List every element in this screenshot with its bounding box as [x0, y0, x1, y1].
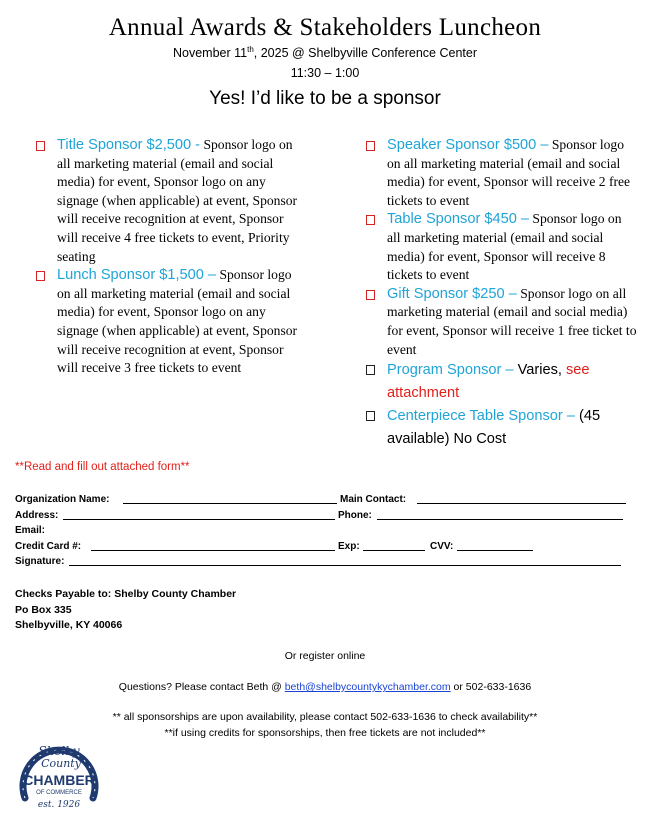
city-state-zip: Shelbyville, KY 40066	[15, 619, 123, 631]
cvv-label: CVV:	[430, 540, 454, 552]
email-label: Email:	[15, 525, 46, 536]
credits-note: **if using credits for sponsorships, then free tickets are not included**	[164, 727, 486, 739]
sponsor-name: Title Sponsor $2,500 -	[57, 137, 201, 153]
form-row-email	[15, 525, 630, 541]
form-row-signature	[15, 556, 630, 572]
exp-label: Exp:	[338, 540, 360, 552]
contact-email-link[interactable]: beth@shelbycountykychamber.com	[284, 681, 451, 693]
sponsor-text	[57, 136, 298, 266]
organization-name-field[interactable]	[123, 494, 337, 504]
event-title: Annual Awards & Stakeholders Luncheon	[108, 14, 542, 41]
checks-payable: Checks Payable to: Shelby County Chamber	[15, 588, 237, 600]
sponsor-description: Sponsor logo on all marketing material (email and social media) for event, Sponsor will receive 1 free ticket to event	[387, 285, 637, 357]
sponsor-option-lunch	[36, 266, 298, 378]
logo-line-chamber: CHAMBER	[23, 772, 95, 788]
phone-label: Phone:	[338, 509, 372, 521]
signature-field[interactable]	[69, 556, 621, 566]
form-row-address	[15, 510, 630, 526]
sponsor-description: Sponsor logo on all marketing material (email and social media) for event, Sponsor logo on any signage (when applicable) at event, Sponsor will receive recognition at event, Sponsor will receive 4 free tickets to event, Priority seating	[57, 137, 298, 264]
sponsor-text	[387, 359, 638, 405]
form-note: **Read and fill out attached form**	[15, 461, 190, 473]
chamber-logo	[11, 728, 107, 830]
checkbox-speaker-sponsor[interactable]	[366, 141, 375, 151]
logo-line-county: County	[41, 757, 81, 770]
contact-prefix: Questions? Please contact Beth @	[118, 681, 285, 693]
form-row-organization	[15, 494, 630, 510]
credit-card-field[interactable]	[91, 541, 335, 551]
sponsor-name: Gift Sponsor $250 –	[387, 285, 517, 302]
sponsor-name: Table Sponsor $450 –	[387, 211, 529, 228]
sponsor-description: Varies,	[513, 362, 566, 379]
sponsor-option-title	[36, 136, 298, 266]
availability-note: ** all sponsorships are upon availability, please contact 502-633-1636 to check availability**	[112, 711, 538, 723]
sponsor-name: Program Sponsor –	[387, 362, 514, 379]
see-attachment-text: see attachment	[387, 362, 590, 402]
po-box: Po Box 335	[15, 603, 72, 616]
date-rest: , 2025 @ Shelbyville Conference Center	[253, 46, 477, 60]
sponsor-text	[387, 285, 638, 359]
checkbox-lunch-sponsor[interactable]	[36, 271, 45, 281]
logo-line-shelby: Shelby	[38, 744, 80, 758]
sponsor-description: (45 available) No Cost	[387, 408, 601, 448]
sponsor-description: Sponsor logo on all marketing material (email and social media) for event, Sponsor will receive 2 free tickets to event	[387, 137, 631, 208]
cvv-field[interactable]	[457, 541, 533, 551]
sponsor-text	[387, 136, 638, 210]
sponsor-text	[57, 266, 298, 378]
logo-line-est: est. 1926	[37, 800, 81, 810]
register-online: Or register online	[284, 650, 366, 662]
checkbox-gift-sponsor[interactable]	[366, 290, 375, 300]
sponsor-description: Sponsor logo on all marketing material (email and social media) for event, Sponsor logo on any signage (when applicable) at event, Sponsor will receive recognition at event, Sponsor will receive 3 free tickets to event	[57, 267, 298, 376]
sponsor-name: Lunch Sponsor $1,500 –	[57, 267, 217, 284]
event-date-location	[0, 46, 650, 60]
date-suffix: th	[247, 44, 254, 54]
payment-info	[15, 587, 236, 634]
sponsor-text	[387, 405, 638, 451]
checkbox-centerpiece-sponsor[interactable]	[366, 411, 375, 421]
organization-name-label: Organization Name:	[15, 494, 110, 505]
main-contact-label: Main Contact:	[340, 494, 407, 505]
logo-line-commerce: OF COMMERCE	[36, 790, 82, 796]
contact-suffix: or 502-633-1636	[450, 681, 532, 693]
main-contact-field[interactable]	[417, 494, 626, 504]
checkbox-program-sponsor[interactable]	[366, 365, 375, 375]
sponsor-option-program	[366, 359, 638, 405]
form-row-credit-card	[15, 541, 630, 557]
sponsor-option-table	[366, 210, 638, 284]
checkbox-title-sponsor[interactable]	[36, 141, 45, 151]
sponsor-name: Speaker Sponsor $500 –	[387, 137, 549, 153]
sponsor-headline: Yes! I’d like to be a sponsor	[209, 88, 441, 109]
address-label: Address:	[15, 509, 59, 521]
sponsor-option-speaker	[366, 136, 638, 210]
contact-line	[0, 681, 650, 693]
sponsor-name: Centerpiece Table Sponsor –	[387, 408, 575, 425]
sponsor-description: Sponsor logo on all marketing material (email and social media) for event, Sponsor will receive 8 tickets to event	[387, 211, 622, 283]
event-time: 11:30 – 1:00	[290, 66, 360, 80]
address-field[interactable]	[63, 510, 335, 520]
registration-form	[15, 494, 630, 572]
sponsor-column-left	[36, 136, 298, 378]
signature-label: Signature:	[15, 556, 65, 567]
credit-card-label: Credit Card #:	[15, 540, 82, 552]
sponsor-text	[387, 210, 638, 284]
sponsor-column-right	[366, 136, 638, 451]
date-prefix: November 11	[172, 46, 248, 60]
sponsor-option-gift	[366, 285, 638, 359]
sponsor-option-centerpiece	[366, 405, 638, 451]
exp-field[interactable]	[363, 541, 425, 551]
checkbox-table-sponsor[interactable]	[366, 215, 375, 225]
phone-field[interactable]	[377, 510, 623, 520]
